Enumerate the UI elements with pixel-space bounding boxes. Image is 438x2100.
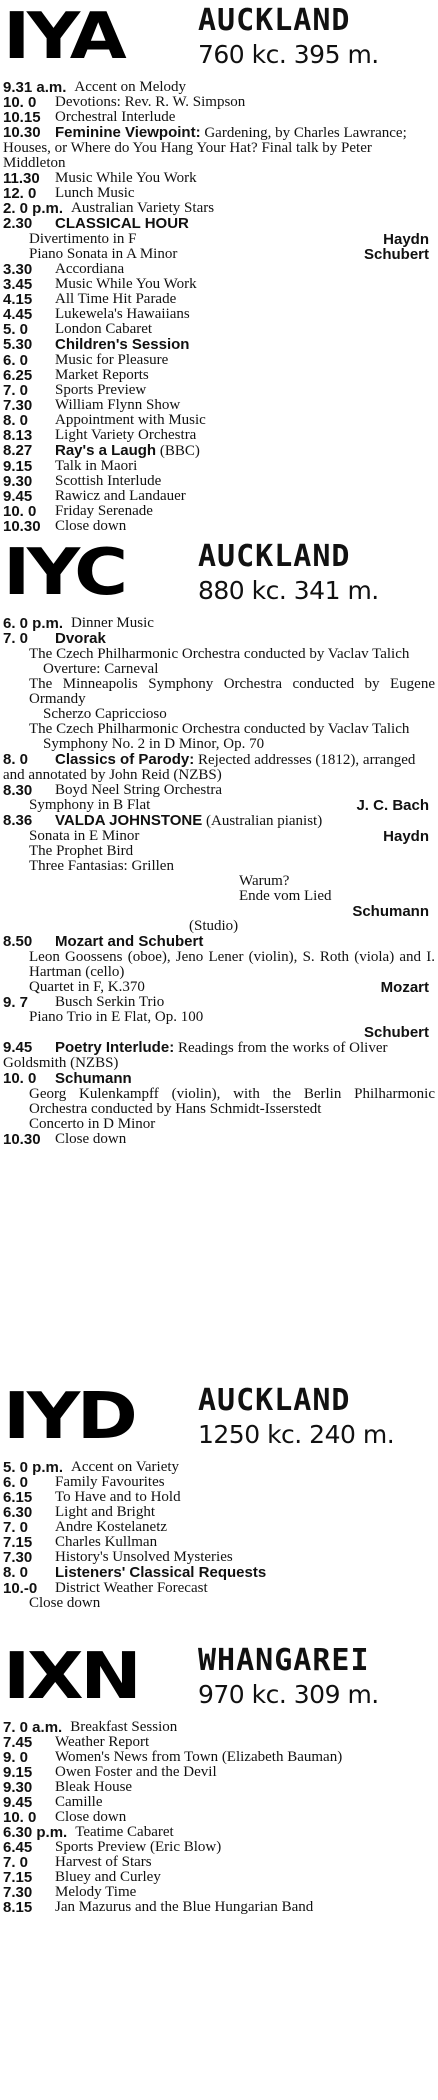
- program-title: (Australian pianist): [202, 813, 323, 829]
- program-entry: [3, 859, 435, 874]
- program-title: Teatime Cabaret: [75, 1824, 174, 1840]
- program-time: 7.30: [3, 397, 33, 414]
- program-title: Dinner Music: [71, 615, 154, 631]
- station-city: WHANGAREI: [198, 1643, 370, 1678]
- program-time: 7. 0: [3, 1519, 29, 1536]
- program-entry: [3, 262, 435, 277]
- program-list: [0, 80, 438, 534]
- program-entry: [3, 171, 435, 186]
- program-entry: [3, 1810, 435, 1825]
- program-list: [0, 1460, 438, 1611]
- program-entry: [3, 1825, 435, 1840]
- program-entry: [3, 368, 435, 383]
- program-time: 9.30: [3, 473, 33, 490]
- program-entry: [3, 398, 435, 413]
- program-entry: [3, 1765, 435, 1780]
- station-frequency: 760 kc. 395 m.: [198, 40, 379, 69]
- program-entry: [3, 1720, 435, 1735]
- station-iya: [0, 0, 438, 534]
- program-time: 2.30: [3, 215, 33, 232]
- station-header: [0, 1640, 438, 1724]
- program-entry: [3, 889, 435, 904]
- program-title: Sports Preview (Eric Blow): [55, 1839, 222, 1855]
- program-time: 7.15: [3, 1869, 33, 1886]
- program-time: 5. 0: [3, 321, 29, 338]
- program-detail: Quartet in F, K.370: [29, 979, 145, 995]
- program-title: Charles Kullman: [55, 1534, 158, 1550]
- program-title: Scottish Interlude: [55, 473, 162, 489]
- program-time: 9.31 a.m.: [3, 79, 67, 96]
- program-time: 7.30: [3, 1549, 33, 1566]
- program-entry: [3, 277, 435, 292]
- program-time: 7. 0 a.m.: [3, 1719, 63, 1736]
- composer-credit: Schumann: [352, 903, 429, 920]
- program-title: London Cabaret: [55, 321, 153, 337]
- program-time: 8.50: [3, 933, 33, 950]
- program-entry: [3, 1565, 435, 1581]
- program-detail: Overture: Carneval: [43, 661, 159, 677]
- composer-credit: Haydn: [383, 828, 429, 845]
- program-detail: Warum?: [239, 873, 290, 889]
- program-time: 8.13: [3, 427, 33, 444]
- program-time: 11.30: [3, 170, 40, 187]
- program-entry: [3, 1900, 435, 1915]
- program-entry: [3, 1855, 435, 1870]
- program-list: [0, 616, 438, 1147]
- program-detail: Sonata in E Minor: [29, 828, 140, 844]
- program-detail: Concerto in D Minor: [29, 1116, 156, 1132]
- station-header: [0, 1380, 438, 1464]
- program-title: Women's News from Town (Elizabeth Bauman): [55, 1749, 343, 1765]
- program-entry: [3, 353, 435, 368]
- program-entry: [3, 1885, 435, 1900]
- program-time: 10. 0: [3, 1809, 37, 1826]
- program-title: Close down: [55, 1131, 127, 1147]
- program-entry: [3, 489, 435, 504]
- station-header: [0, 536, 438, 620]
- program-entry: [3, 904, 435, 919]
- program-title: Andre Kostelanetz: [55, 1519, 168, 1535]
- program-time: 7. 0: [3, 1854, 29, 1871]
- program-title: Bleak House: [55, 1779, 133, 1795]
- program-entry: [3, 1735, 435, 1750]
- program-time: 7.30: [3, 1884, 33, 1901]
- program-time: 8.15: [3, 1899, 33, 1916]
- program-entry: [3, 1010, 435, 1025]
- program-entry: [3, 722, 435, 737]
- program-title: Weather Report: [55, 1734, 150, 1750]
- program-time: 12. 0: [3, 185, 37, 202]
- program-detail: Symphony in B Flat: [29, 797, 151, 813]
- program-title: Busch Serkin Trio: [55, 994, 165, 1010]
- program-time: 6. 0: [3, 1474, 29, 1491]
- program-entry: [3, 1040, 435, 1071]
- station-frequency: 970 kc. 309 m.: [198, 1680, 379, 1709]
- program-time: 9.15: [3, 1764, 33, 1781]
- program-time: 6. 0 p.m.: [3, 615, 64, 632]
- program-entry: [3, 322, 435, 337]
- composer-credit: Haydn: [383, 231, 429, 248]
- program-time: 7. 0: [3, 630, 29, 647]
- program-entry: [3, 752, 435, 783]
- station-ixn: [0, 1640, 438, 1915]
- program-detail: Divertimento in F: [29, 231, 137, 247]
- program-entry: [3, 1550, 435, 1565]
- program-detail: Close down: [29, 1595, 101, 1611]
- program-entry: [3, 186, 435, 201]
- program-time: 4.15: [3, 291, 33, 308]
- program-time: 6.30 p.m.: [3, 1824, 68, 1841]
- program-entry: [3, 1505, 435, 1520]
- program-detail: Leon Goossens (oboe), Jeno Lener (violin), S. Roth (viola) and I. Hartman (cello): [29, 949, 435, 980]
- program-time: 3.45: [3, 276, 33, 293]
- program-entry: [3, 307, 435, 322]
- program-entry: [3, 1795, 435, 1810]
- program-entry: [3, 631, 435, 647]
- program-entry: [3, 950, 435, 980]
- program-entry: [3, 1132, 435, 1147]
- program-entry: [3, 980, 435, 995]
- program-entry: [3, 80, 435, 95]
- program-highlight: Listeners' Classical Requests: [55, 1564, 267, 1581]
- program-title: Gardening, by Charles Lawrance; Houses, or Where do You Hang Your Hat? Final talk by Peter Middleton: [3, 125, 407, 171]
- program-highlight: Ray's a Laugh: [55, 442, 157, 459]
- program-entry: [3, 1596, 435, 1611]
- program-title: Close down: [55, 1809, 127, 1825]
- program-detail: Piano Trio in E Flat, Op. 100: [29, 1009, 204, 1025]
- program-detail: The Czech Philharmonic Orchestra conducted by Vaclav Talich: [29, 721, 410, 737]
- program-entry: [3, 1870, 435, 1885]
- program-time: 9.45: [3, 1794, 33, 1811]
- program-entry: [3, 919, 435, 934]
- program-time: 10.30: [3, 1131, 41, 1148]
- program-entry: [3, 616, 435, 631]
- program-title: Melody Time: [55, 1884, 137, 1900]
- program-entry: [3, 829, 435, 844]
- program-title: Breakfast Session: [70, 1719, 178, 1735]
- program-time: 5. 0 p.m.: [3, 1459, 64, 1476]
- program-time: 3.30: [3, 261, 33, 278]
- composer-credit: Schubert: [363, 246, 429, 263]
- program-title: Friday Serenade: [55, 503, 153, 519]
- program-entry: [3, 1025, 435, 1040]
- program-title: Accent on Variety: [71, 1459, 180, 1475]
- program-time: 8.30: [3, 782, 33, 799]
- program-title: Close down: [55, 518, 127, 534]
- program-detail: Symphony No. 2 in D Minor, Op. 70: [43, 736, 265, 752]
- composer-credit: J. C. Bach: [356, 797, 429, 814]
- program-time: 9. 7: [3, 994, 29, 1011]
- program-time: 6. 0: [3, 352, 29, 369]
- program-entry: [3, 995, 435, 1010]
- program-title: Lunch Music: [55, 185, 135, 201]
- program-entry: [3, 125, 435, 171]
- program-title: Talk in Maori: [55, 458, 138, 474]
- station-iyc: [0, 536, 438, 1147]
- program-entry: [3, 201, 435, 216]
- station-city: AUCKLAND: [198, 1383, 351, 1418]
- program-time: 6.25: [3, 367, 33, 384]
- program-time: 10. 0: [3, 503, 37, 520]
- composer-credit: Mozart: [380, 979, 429, 996]
- program-time: 10. 0: [3, 94, 37, 111]
- program-entry: [3, 1475, 435, 1490]
- program-entry: [3, 1071, 435, 1087]
- program-entry: [3, 95, 435, 110]
- program-entry: [3, 1750, 435, 1765]
- program-detail: The Czech Philharmonic Orchestra conducted by Vaclav Talich: [29, 646, 410, 662]
- program-title: Appointment with Music: [55, 412, 206, 428]
- program-title: Music While You Work: [55, 170, 197, 186]
- program-time: 7.45: [3, 1734, 33, 1751]
- program-time: 9.45: [3, 1039, 33, 1056]
- program-highlight: Poetry Interlude:: [55, 1039, 175, 1056]
- program-time: 10.30: [3, 518, 41, 535]
- station-city: AUCKLAND: [198, 3, 351, 38]
- program-entry: [3, 247, 435, 262]
- program-entry: [3, 677, 435, 707]
- program-entry: [3, 1520, 435, 1535]
- program-detail: The Prophet Bird: [29, 843, 134, 859]
- program-entry: [3, 1840, 435, 1855]
- program-title: Jan Mazurus and the Blue Hungarian Band: [55, 1899, 314, 1915]
- program-title: Australian Variety Stars: [71, 200, 215, 216]
- program-highlight: Classics of Parody:: [55, 751, 195, 768]
- program-time: 6.30: [3, 1504, 33, 1521]
- program-title: Light and Bright: [55, 1504, 155, 1520]
- program-entry: [3, 783, 435, 798]
- program-entry: [3, 216, 435, 232]
- program-title: Harvest of Stars: [55, 1854, 152, 1870]
- program-entry: [3, 707, 435, 722]
- program-time: 7. 0: [3, 382, 29, 399]
- program-title: District Weather Forecast: [55, 1580, 208, 1596]
- program-title: Owen Foster and the Devil: [55, 1764, 217, 1780]
- program-entry: [3, 519, 435, 534]
- station-city: AUCKLAND: [198, 539, 351, 574]
- program-detail: The Minneapolis Symphony Orchestra conducted by Eugene Ormandy: [29, 676, 435, 707]
- program-entry: [3, 844, 435, 859]
- program-time: 9.30: [3, 1779, 33, 1796]
- station-callsign: IYC: [3, 536, 125, 610]
- program-highlight: VALDA JOHNSTONE: [55, 812, 203, 829]
- program-detail: Georg Kulenkampff (violin), with the Berlin Philharmonic Orchestra conducted by Hans Schmidt-Isserstedt: [29, 1086, 435, 1117]
- program-title: Accordiana: [55, 261, 125, 277]
- program-title: Sports Preview: [55, 382, 147, 398]
- program-time: 8. 0: [3, 1564, 29, 1581]
- program-time: 9.15: [3, 458, 33, 475]
- program-title: Devotions: Rev. R. W. Simpson: [55, 94, 246, 110]
- program-entry: [3, 813, 435, 829]
- program-highlight: Children's Session: [55, 336, 190, 353]
- program-highlight: Feminine Viewpoint:: [55, 124, 201, 141]
- station-iyd: [0, 1380, 438, 1611]
- program-entry: [3, 413, 435, 428]
- program-title: Rejected addresses (1812), arranged and annotated by John Reid (NZBS): [3, 752, 416, 783]
- program-entry: [3, 1087, 435, 1117]
- program-title: William Flynn Show: [55, 397, 181, 413]
- program-detail: Ende vom Lied: [239, 888, 332, 904]
- program-time: 2. 0 p.m.: [3, 200, 64, 217]
- program-title: Orchestral Interlude: [55, 109, 176, 125]
- program-highlight: CLASSICAL HOUR: [55, 215, 189, 232]
- program-highlight: Mozart and Schubert: [55, 933, 204, 950]
- program-entry: [3, 647, 435, 662]
- program-time: 6.45: [3, 1839, 33, 1856]
- program-entry: [3, 459, 435, 474]
- program-time: 8.36: [3, 812, 33, 829]
- program-title: Light Variety Orchestra: [55, 427, 197, 443]
- program-entry: [3, 474, 435, 489]
- program-time: 10.15: [3, 109, 41, 126]
- program-time: 10. 0: [3, 1070, 37, 1087]
- program-time: 10.-0: [3, 1580, 38, 1597]
- program-title: Boyd Neel String Orchestra: [55, 782, 223, 798]
- program-entry: [3, 428, 435, 443]
- program-detail: Piano Sonata in A Minor: [29, 246, 178, 262]
- program-title: Lukewela's Hawaiians: [55, 306, 190, 322]
- program-entry: [3, 934, 435, 950]
- program-entry: [3, 383, 435, 398]
- program-time: 5.30: [3, 336, 33, 353]
- station-frequency: 880 kc. 341 m.: [198, 576, 379, 605]
- program-title: Readings from the works of Oliver Goldsmith (NZBS): [3, 1040, 388, 1071]
- station-callsign: IYD: [3, 1380, 135, 1454]
- program-entry: [3, 292, 435, 307]
- program-entry: [3, 110, 435, 125]
- program-time: 10.30: [3, 124, 41, 141]
- program-time: 9. 0: [3, 1749, 29, 1766]
- program-title: Rawicz and Landauer: [55, 488, 186, 504]
- program-title: To Have and to Hold: [55, 1489, 181, 1505]
- station-callsign: IXN: [3, 1640, 139, 1714]
- program-entry: [3, 1581, 435, 1596]
- program-entry: [3, 337, 435, 353]
- station-header: [0, 0, 438, 84]
- program-time: 8. 0: [3, 751, 29, 768]
- program-entry: [3, 737, 435, 752]
- program-time: 4.45: [3, 306, 33, 323]
- program-entry: [3, 1535, 435, 1550]
- program-entry: [3, 504, 435, 519]
- program-entry: [3, 443, 435, 459]
- program-title: Bluey and Curley: [55, 1869, 161, 1885]
- program-time: 9.45: [3, 488, 33, 505]
- station-callsign: IYA: [3, 0, 124, 74]
- program-entry: [3, 798, 435, 813]
- program-highlight: Dvorak: [55, 630, 106, 647]
- program-highlight: Schumann: [55, 1070, 132, 1087]
- program-time: 6.15: [3, 1489, 33, 1506]
- program-entry: [3, 1780, 435, 1795]
- program-entry: [3, 1117, 435, 1132]
- program-time: 8. 0: [3, 412, 29, 429]
- program-time: 8.27: [3, 442, 33, 459]
- program-entry: [3, 874, 435, 889]
- program-title: Music While You Work: [55, 276, 197, 292]
- program-title: Market Reports: [55, 367, 149, 383]
- program-title: Music for Pleasure: [55, 352, 169, 368]
- program-title: History's Unsolved Mysteries: [55, 1549, 233, 1565]
- station-frequency: 1250 kc. 240 m.: [198, 1420, 395, 1449]
- program-time: 7.15: [3, 1534, 33, 1551]
- program-detail: Scherzo Capriccioso: [43, 706, 167, 722]
- composer-credit: Schubert: [363, 1024, 429, 1041]
- program-title: Accent on Melody: [74, 79, 187, 95]
- program-detail: (Studio): [189, 918, 239, 934]
- program-title: All Time Hit Parade: [55, 291, 177, 307]
- program-entry: [3, 232, 435, 247]
- program-detail: Three Fantasias: Grillen: [29, 858, 174, 874]
- program-entry: [3, 1490, 435, 1505]
- program-title: Camille: [55, 1794, 103, 1810]
- program-title: Family Favourites: [55, 1474, 165, 1490]
- program-list: [0, 1720, 438, 1915]
- program-entry: [3, 1460, 435, 1475]
- program-title: (BBC): [156, 443, 200, 459]
- program-entry: [3, 662, 435, 677]
